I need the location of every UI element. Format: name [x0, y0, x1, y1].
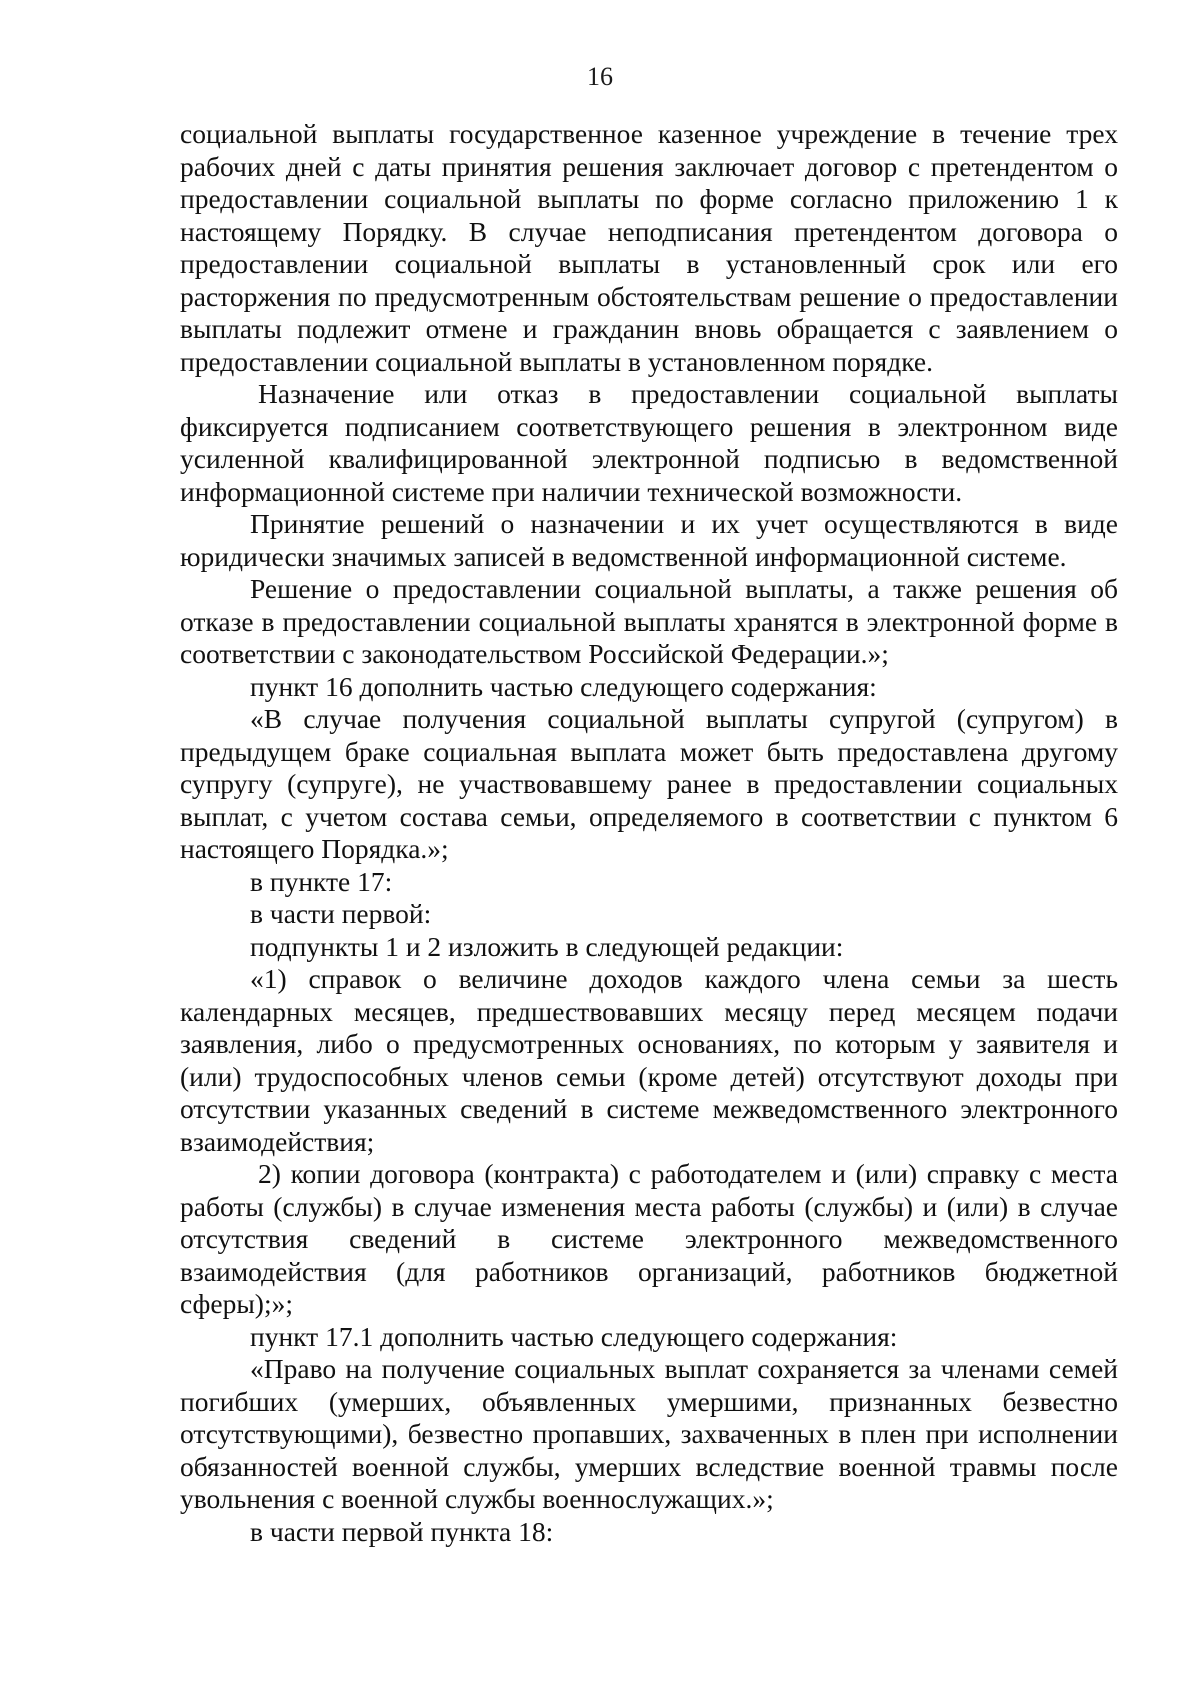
- paragraph: подпункты 1 и 2 изложить в следующей редакции:: [250, 930, 844, 962]
- paragraph: пункт 16 дополнить частью следующего содержания:: [250, 670, 877, 702]
- paragraph: в части первой пункта 18:: [250, 1515, 554, 1547]
- paragraph: в пункте 17:: [250, 865, 393, 897]
- page-number: 16: [587, 62, 613, 91]
- paragraph: Решение о предоставлении социальной выплаты, а также решения об отказе в предоставлении социальной выплаты хранятся в электронной форме в соответствии с законодательством Российской Федерации.»;: [180, 573, 1118, 669]
- paragraph: «Право на получение социальных выплат сохраняется за членами семей погибших (умерших, объявленных умершими, признанных безвестно отсутствующими), безвестно пропавших, захваченных в плен при исполнении обязанностей военной службы, умерших вследствие военной травмы после увольнения с военной службы военнослужащих.»;: [180, 1353, 1118, 1514]
- paragraph: пункт 17.1 дополнить частью следующего содержания:: [250, 1320, 898, 1352]
- paragraph: «1) справок о величине доходов каждого члена семьи за шесть календарных месяцев, предшествовавших месяцу перед месяцем подачи заявления, либо о предусмотренных основаниях, по которым у заявителя и (или) трудоспособных членов семьи (кроме детей) отсутствуют доходы при отсутствии указанных сведений в системе межведомственного электронного взаимодействия;: [180, 963, 1118, 1157]
- paragraph: в части первой:: [250, 898, 432, 929]
- paragraph: 2) копии договора (контракта) с работодателем и (или) справку с места работы (службы) в случае изменения места работы (службы) и (или) в случае отсутствия сведений в системе электронного межведомственного взаимодействия (для работников организаций, работников бюджетной сферы);»;: [180, 1158, 1118, 1319]
- document-body: [180, 118, 1118, 1548]
- paragraph: Принятие решений о назначении и их учет осуществляются в виде юридически значимых записей в ведомственной информационной системе.: [180, 508, 1118, 572]
- paragraph: Назначение или отказ в предоставлении социальной выплаты фиксируется подписанием соответствующего решения в электронном виде усиленной квалифицированной электронной подписью в ведомственной информационной системе при наличии технической возможности.: [180, 378, 1118, 507]
- paragraph: социальной выплаты государственное казенное учреждение в течение трех рабочих дней с даты принятия решения заключает договор с претендентом о предоставлении социальной выплаты по форме согласно приложению 1 к настоящему Порядку. В случае неподписания претендентом договора о предоставлении социальной выплаты в установленный срок или его расторжения по предусмотренным обстоятельствам решение о предоставлении выплаты подлежит отмене и гражданин вновь обращается с заявлением о предоставлении социальной выплаты в установленном порядке.: [180, 118, 1118, 377]
- paragraph: «В случае получения социальной выплаты супругой (супругом) в предыдущем браке социальная выплата может быть предоставлена другому супругу (супруге), не участвовавшему ранее в предоставлении социальных выплат, с учетом состава семьи, определяемого в соответствии с пунктом 6 настоящего Порядка.»;: [180, 703, 1118, 864]
